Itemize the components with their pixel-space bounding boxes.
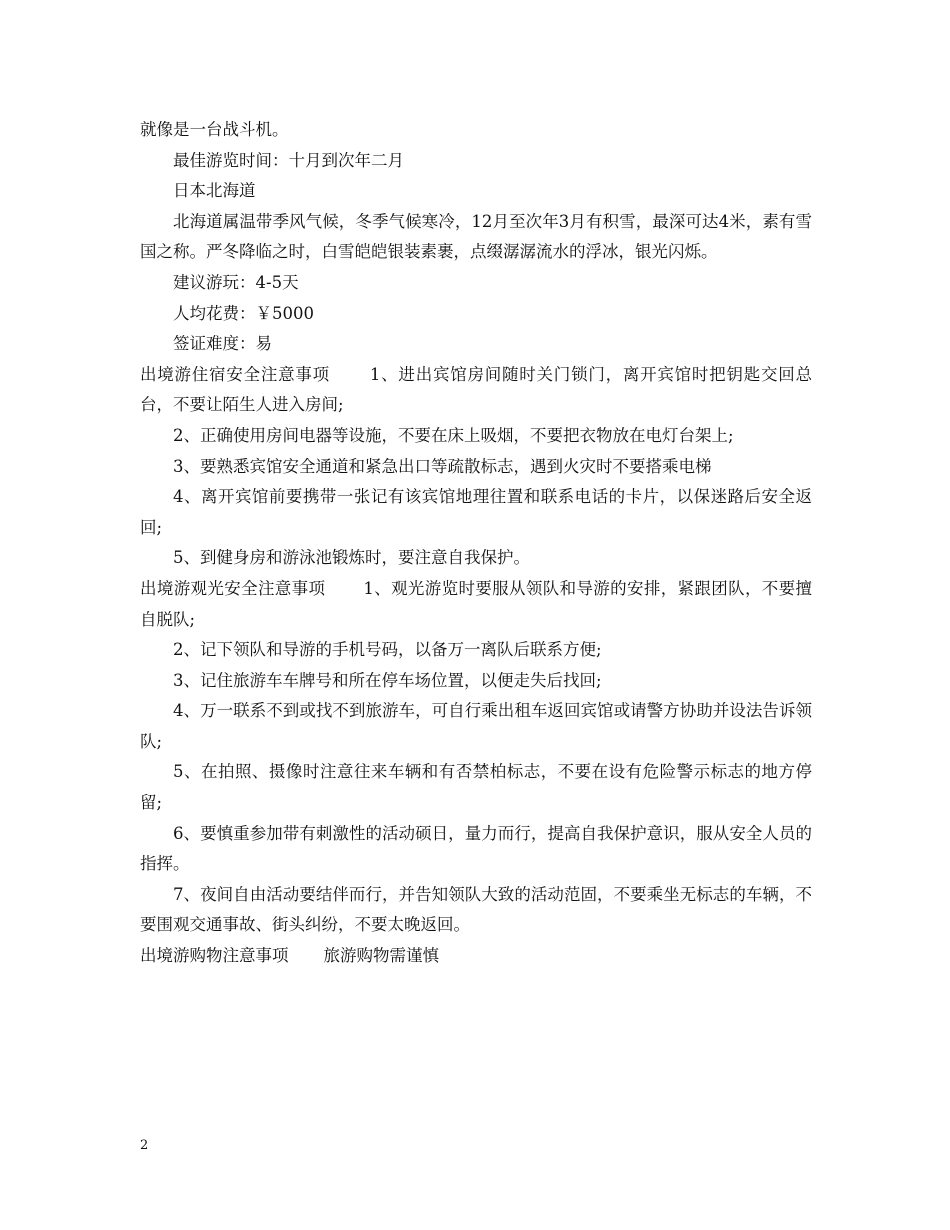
paragraph-best-time: 最佳游览时间：十月到次年二月 <box>173 150 404 170</box>
lodging-item-3: 3、要熟悉宾馆安全通道和紧急出口等疏散标志，遇到火灾时不要搭乘电梯 <box>173 456 712 476</box>
paragraph-average-cost: 人均花费：￥5000 <box>173 303 314 323</box>
sightseeing-section <box>140 574 812 635</box>
paragraph-visa-difficulty: 签证难度：易 <box>173 334 272 354</box>
sightseeing-heading: 出境游观光安全注意事项 <box>140 578 326 598</box>
lodging-item-4: 4、离开宾馆前要携带一张记有该宾馆地理往置和联系电话的卡片，以保迷路后安全返回; <box>140 487 812 537</box>
lodging-item-1: 1、进出宾馆房间随时关门锁门，离开宾馆时把钥匙交回总台，不要让陌生人进入房间; <box>140 364 813 415</box>
document-body <box>140 115 812 972</box>
paragraph-suggested-days: 建议游玩：4-5天 <box>173 272 299 292</box>
sightseeing-item-3: 3、记住旅游车车牌号和所在停车场位置，以便走失后找回; <box>173 670 602 690</box>
lodging-item-2: 2、正确使用房间电器等设施，不要在床上吸烟，不要把衣物放在电灯台架上; <box>173 425 734 445</box>
sightseeing-item-4: 4、万一联系不到或找不到旅游车，可自行乘出租车返回宾馆或请警方协助并设法告诉领队; <box>140 701 812 751</box>
lodging-heading: 出境游住宿安全注意事项 <box>140 364 330 384</box>
sightseeing-item-7: 7、夜间自由活动要结伴而行，并告知领队大致的活动范固，不要乘坐无标志的车辆，不要围观交通事故、街头纠纷，不要太晚返回。 <box>140 884 812 935</box>
shopping-section <box>140 941 812 972</box>
shopping-heading: 出境游购物注意事项 <box>140 946 289 966</box>
sightseeing-item-5: 5、在拍照、摄像时注意往来车辆和有否禁柏标志，不要在设有危险警示标志的地方停留; <box>140 762 812 813</box>
shopping-item-1: 旅游购物需谨慎 <box>323 946 439 966</box>
sightseeing-item-2: 2、记下领队和导游的手机号码，以备万一离队后联系方便; <box>173 640 602 660</box>
lodging-item-5: 5、到健身房和游泳池锻炼时，要注意自我保护。 <box>173 548 530 568</box>
paragraph-hokkaido-title: 日本北海道 <box>173 181 256 201</box>
page-number: 2 <box>140 1138 149 1153</box>
lodging-section <box>140 360 812 421</box>
paragraph-intro-tail: 就像是一台战斗机。 <box>140 120 289 139</box>
sightseeing-item-6: 6、要慎重参加带有刺激性的活动硕日，量力而行，提高自我保护意识，服从安全人员的指挥。 <box>140 823 812 874</box>
paragraph-hokkaido-description: 北海道属温带季风气候，冬季气候寒冷，12月至次年3月有积雪，最深可达4米，素有雪国之称。严冬降临之时，白雪皑皑银装素裹，点缀潺潺流水的浮冰，银光闪烁。 <box>140 211 812 262</box>
sightseeing-item-1: 1、观光游览时要服从领队和导游的安排，紧跟团队，不要擅自脱队; <box>140 578 813 629</box>
